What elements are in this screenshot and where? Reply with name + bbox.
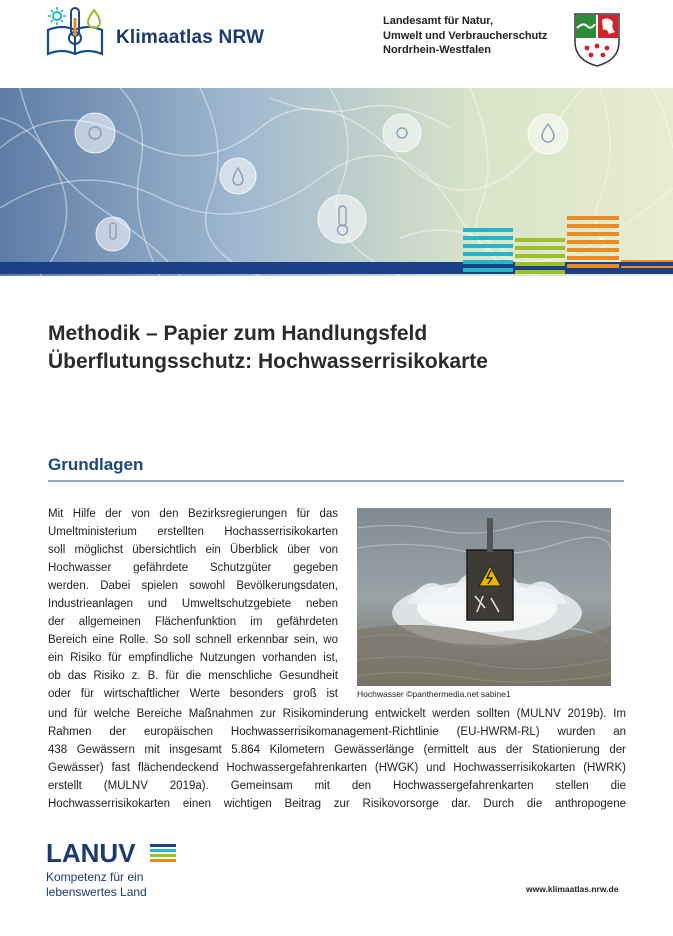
agency-line-2: Umwelt und Verbraucherschutz [383,29,548,42]
body-line: Bereich eine Rolle. So soll schnell erkennbar sein, wo [48,634,338,646]
title-line-2: Überflutungsschutz: Hochwasserrisikokarte [48,350,488,373]
brand-name: Klimaatlas NRW [116,27,265,48]
body-line: Hochwasser gefährdete Schutzgüter gegeben [48,562,338,574]
nrw-coat-of-arms-icon [573,12,621,68]
body-line: soll möglichst übersichtlich ein Überblick über von [48,544,338,556]
body-line: ob das Risiko z. B. für die menschliche Gesundheit [48,670,338,682]
body-line: Mit Hilfe der von den Bezirksregierungen für das [48,508,338,520]
body-line: Umeltministerium erstellten Hochasserrisikokarten [48,526,338,538]
page-title [48,320,638,376]
body-line: 438 Gewässern mit insgesamt 5.864 Kilometern Gewässerlänge (ermittelt aus der Stationierung der [48,744,626,756]
header-banner [0,88,673,276]
agency-line-1: Landesamt für Natur, [383,15,494,27]
body-line: der allgemeinen Flächenfunktion im gefährdeten [48,616,338,628]
title-line-1: Methodik – Papier zum Handlungsfeld [48,322,428,345]
body-line: Industrieanlagen und Umweltschutzgebiete neben [48,598,338,610]
footer-url-link[interactable]: www.klimaatlas.nrw.de [526,884,619,894]
body-line: Rahmen der europäischen Hochwasserrisikomanagement-Richtlinie (EU-HWRM-RL) wurden an [48,726,626,738]
body-line: Gewässer) fast flächendeckend Hochwassergefahrenkarten (HWGK) und Hochwasserrisikokarten (HWRK) [48,762,626,774]
photo-caption: Hochwasser ©panthermedia.net sabine1 [357,689,511,699]
section-heading: Grundlagen [48,455,144,474]
body-line: werden. Dabei spielen sowohl Bevölkerungsdaten, [48,580,338,592]
body-line: erstellt (MULNV 2019a). Gemeinsam mit den Hochwassergefahrenkarten stellen die [48,780,626,792]
body-line: ein Risiko für empfindliche Nutzungen vorhanden ist, [48,652,338,664]
body-line: Hochwasserrisikokarten einen wichtigen Beitrag zur Risikovorsorge dar. Durch die anthropogene [48,798,626,810]
agency-name [383,14,547,58]
flood-photo [357,508,611,686]
body-line: und für welche Bereiche Maßnahmen zur Risikominderung entwickelt werden sollten (MULNV 2019b). Im [48,708,626,720]
lanuv-name: LANUV [46,838,136,868]
lanuv-tagline-2: lebenswertes Land [46,885,147,899]
section-divider [48,480,624,482]
lanuv-logo [46,838,186,902]
klimaatlas-logo-icon [44,4,106,62]
agency-line-3: Nordrhein-Westfalen [383,44,491,56]
body-line: oder für wirtschaftlicher Werte besonders groß ist [48,688,338,700]
lanuv-tagline-1: Kompetenz für ein [46,870,144,884]
